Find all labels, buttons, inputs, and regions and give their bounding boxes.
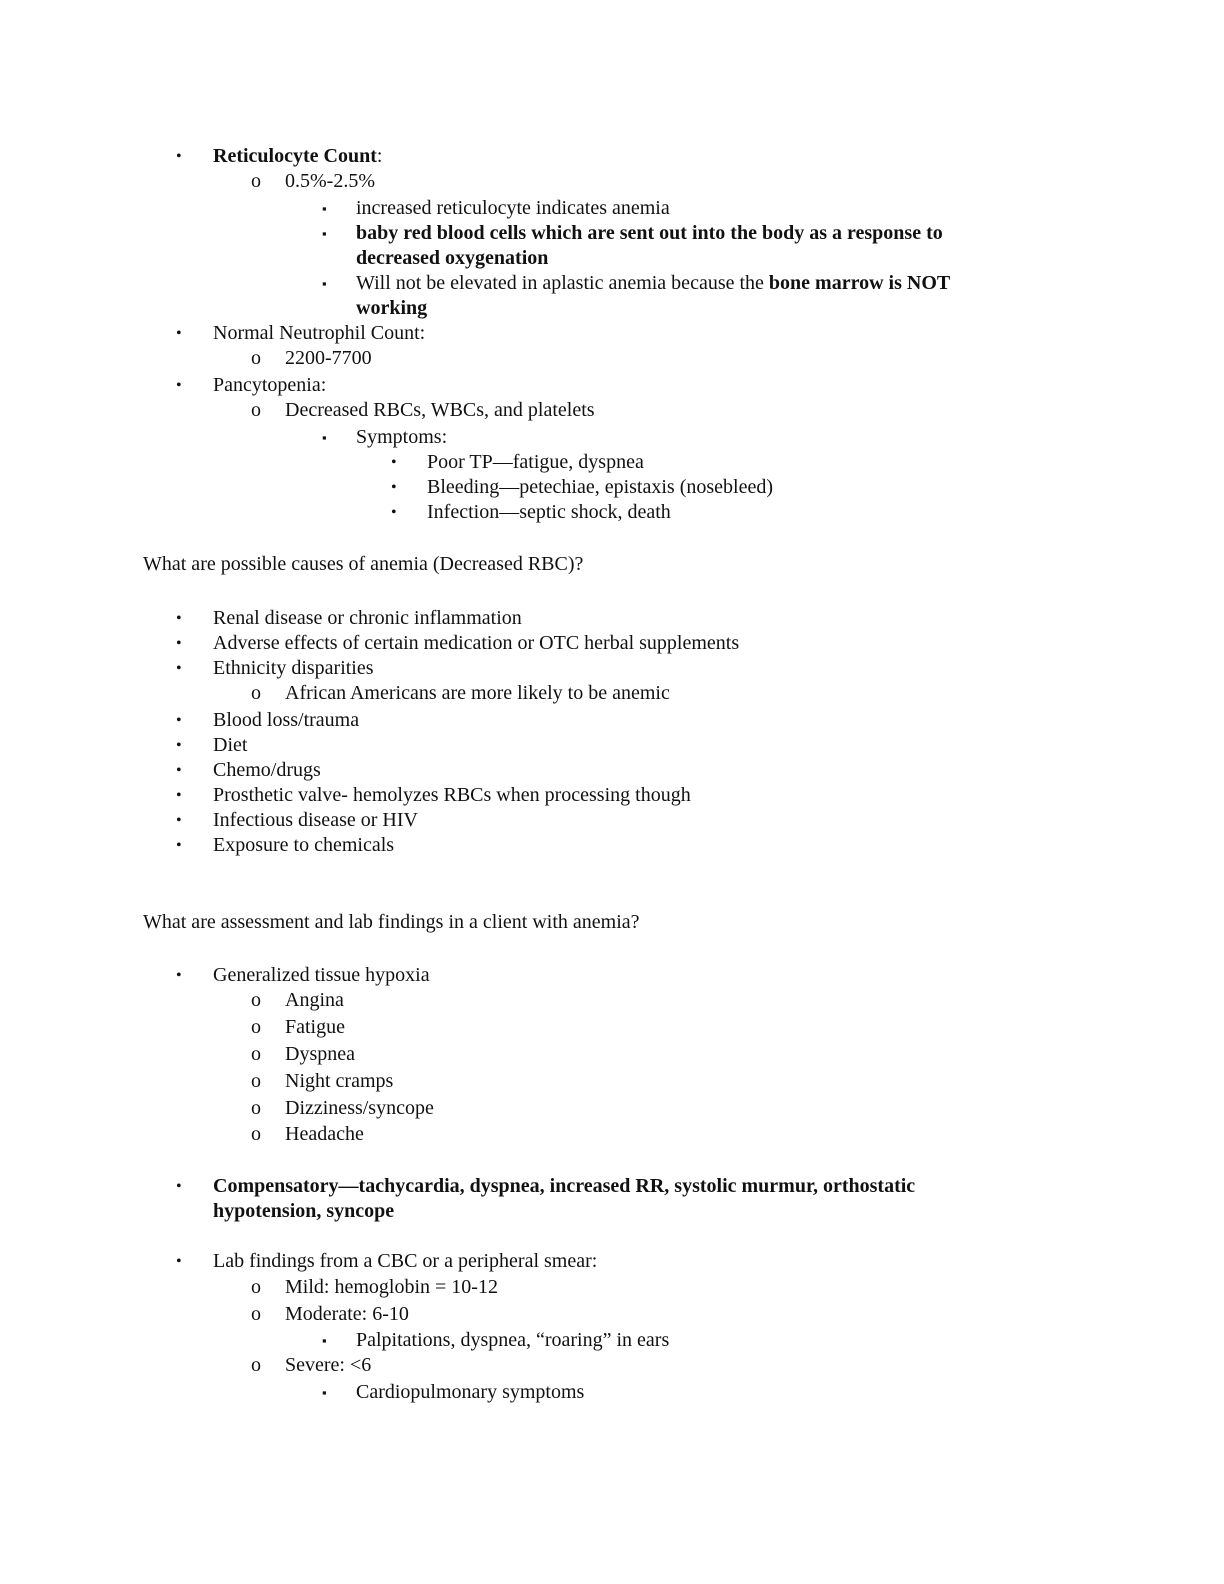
list-item-text: Fatigue xyxy=(285,1016,345,1038)
list-item-text: Severe: <6 xyxy=(285,1354,372,1376)
circle-marker: o xyxy=(251,989,261,1011)
circle-marker: o xyxy=(251,1016,261,1038)
bold-text: Compensatory—tachycardia, dyspnea, increased RR, systolic murmur, orthostatic xyxy=(213,1175,916,1197)
list-item-text xyxy=(356,221,943,246)
list-item-text: Mild: hemoglobin = 10-12 xyxy=(285,1276,498,1298)
list-item-text: Generalized tissue hypoxia xyxy=(213,964,430,986)
square-marker: ▪ xyxy=(322,276,327,291)
circle-marker: o xyxy=(251,1123,261,1145)
list-item-text: Night cramps xyxy=(285,1070,394,1092)
bold-text: hypotension, syncope xyxy=(213,1200,395,1222)
square-marker: ▪ xyxy=(322,1385,327,1400)
bold-label: Reticulocyte Count xyxy=(213,145,377,167)
circle-marker: o xyxy=(251,1097,261,1119)
list-item-text: Dizziness/syncope xyxy=(285,1097,434,1119)
bullet-marker: • xyxy=(176,325,182,342)
bullet-marker: • xyxy=(176,1253,182,1270)
bullet-marker: • xyxy=(176,837,182,854)
bullet-marker: • xyxy=(391,454,397,471)
list-item-text: Exposure to chemicals xyxy=(213,834,395,856)
list-item-text: Symptoms: xyxy=(356,426,448,448)
bullet-marker: • xyxy=(391,479,397,496)
list-item-text xyxy=(356,296,427,321)
circle-marker: o xyxy=(251,1303,261,1325)
list-item-text: Infection—septic shock, death xyxy=(427,501,671,523)
bold-text: bone marrow is NOT xyxy=(768,272,951,294)
list-item-text: Cardiopulmonary symptoms xyxy=(356,1381,585,1403)
bullet-marker: • xyxy=(176,610,182,627)
question-heading: What are assessment and lab findings in a client with anemia? xyxy=(143,911,640,933)
bold-text: decreased oxygenation xyxy=(356,247,549,269)
list-item-text: Pancytopenia: xyxy=(213,374,327,396)
bold-text: baby red blood cells which are sent out into the body as a response to xyxy=(356,222,943,244)
square-marker: ▪ xyxy=(322,430,327,445)
list-item-text: Moderate: 6-10 xyxy=(285,1303,409,1325)
list-item-text: Palpitations, dyspnea, “roaring” in ears xyxy=(356,1329,670,1351)
list-item-text xyxy=(356,271,950,296)
list-item-text: Dyspnea xyxy=(285,1043,355,1065)
bullet-marker: • xyxy=(176,787,182,804)
circle-marker: o xyxy=(251,1276,261,1298)
bullet-marker: • xyxy=(391,504,397,521)
list-item-text: 0.5%-2.5% xyxy=(285,170,375,192)
list-item-text: Headache xyxy=(285,1123,364,1145)
square-marker: ▪ xyxy=(322,226,327,241)
list-item-text: Ethnicity disparities xyxy=(213,657,374,679)
list-item-text: African Americans are more likely to be anemic xyxy=(285,682,670,704)
list-item-text: Diet xyxy=(213,734,248,756)
label-colon: : xyxy=(376,145,383,167)
circle-marker: o xyxy=(251,1043,261,1065)
square-marker: ▪ xyxy=(322,1333,327,1348)
square-marker: ▪ xyxy=(322,201,327,216)
list-item-text: increased reticulocyte indicates anemia xyxy=(356,197,670,219)
list-item-text: Bleeding—petechiae, epistaxis (nosebleed) xyxy=(427,476,773,498)
circle-marker: o xyxy=(251,170,261,192)
circle-marker: o xyxy=(251,399,261,421)
question-heading: What are possible causes of anemia (Decreased RBC)? xyxy=(143,553,584,575)
list-item-text xyxy=(213,1174,915,1199)
list-item-text: Normal Neutrophil Count: xyxy=(213,322,426,344)
circle-marker: o xyxy=(251,1354,261,1376)
bold-text: working xyxy=(356,297,428,319)
list-item-text xyxy=(356,246,548,271)
list-item-text: Decreased RBCs, WBCs, and platelets xyxy=(285,399,595,421)
list-item-text: Prosthetic valve- hemolyzes RBCs when processing though xyxy=(213,784,691,806)
list-item-text: Poor TP—fatigue, dyspnea xyxy=(427,451,644,473)
circle-marker: o xyxy=(251,347,261,369)
bullet-marker: • xyxy=(176,660,182,677)
bullet-marker: • xyxy=(176,762,182,779)
list-item-text: Blood loss/trauma xyxy=(213,709,360,731)
list-item-text xyxy=(213,1199,394,1224)
circle-marker: o xyxy=(251,1070,261,1092)
list-item-text: Infectious disease or HIV xyxy=(213,809,418,831)
bullet-marker: • xyxy=(176,812,182,829)
bullet-marker: • xyxy=(176,967,182,984)
circle-marker: o xyxy=(251,682,261,704)
plain-text: Will not be elevated in aplastic anemia because the xyxy=(356,272,769,294)
bullet-marker: • xyxy=(176,737,182,754)
bullet-marker: • xyxy=(176,148,182,165)
list-item-text: Lab findings from a CBC or a peripheral smear: xyxy=(213,1250,598,1272)
list-item-text: Chemo/drugs xyxy=(213,759,321,781)
list-item-text xyxy=(213,144,382,169)
list-item-text: 2200-7700 xyxy=(285,347,372,369)
bullet-marker: • xyxy=(176,635,182,652)
bullet-marker: • xyxy=(176,377,182,394)
list-item-text: Angina xyxy=(285,989,344,1011)
list-item-text: Renal disease or chronic inflammation xyxy=(213,607,522,629)
list-item-text: Adverse effects of certain medication or OTC herbal supplements xyxy=(213,632,740,654)
bullet-marker: • xyxy=(176,712,182,729)
bullet-marker: • xyxy=(176,1178,182,1195)
